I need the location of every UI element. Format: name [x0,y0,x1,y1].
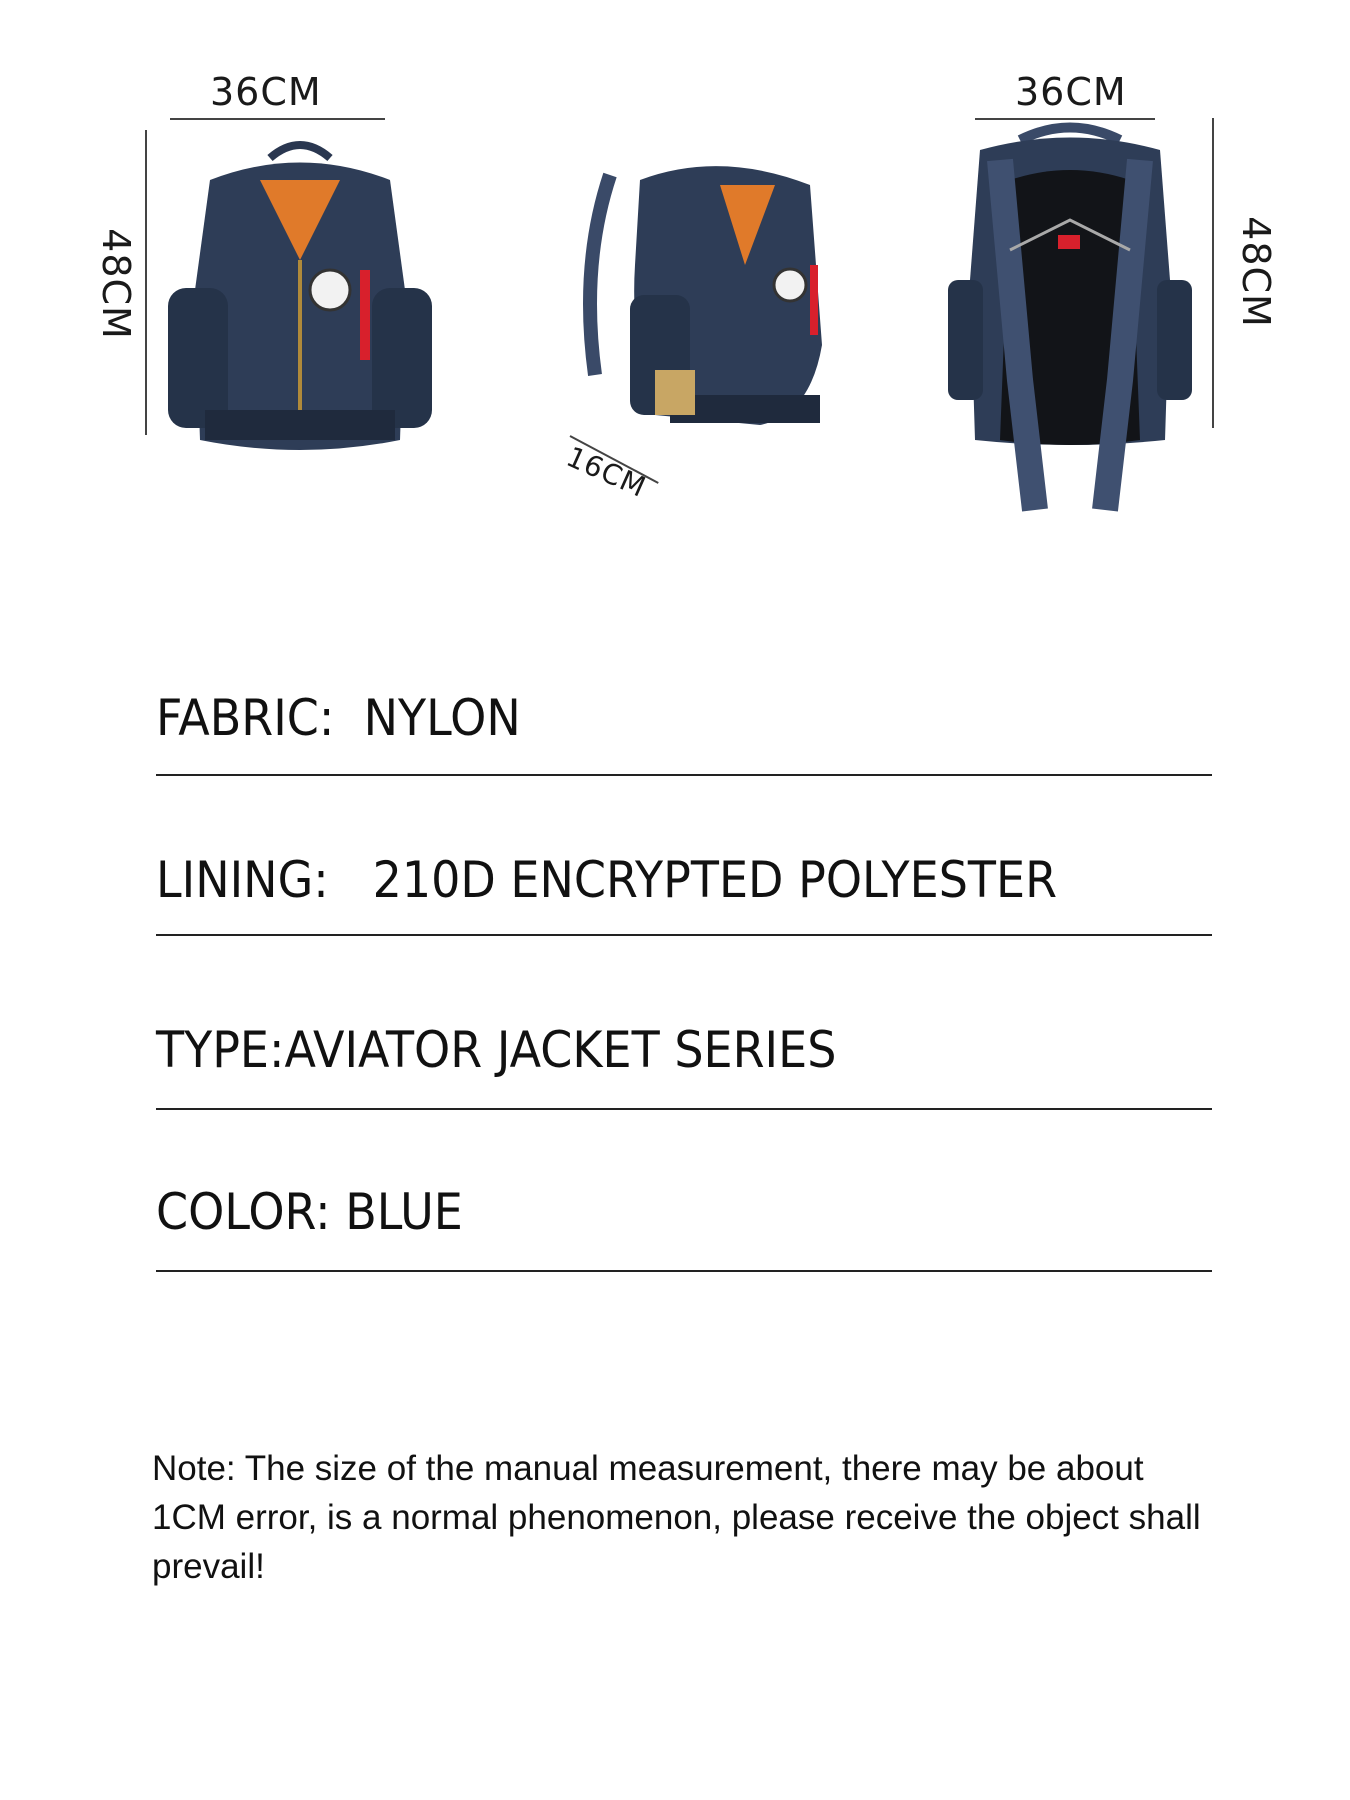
side-depth-label: 16CM [561,440,652,505]
back-height-label: 48CM [1233,216,1278,328]
backpack-back-image [940,120,1200,520]
spec-fabric-text: FABRIC: NYLON [156,689,521,747]
spec-type-text: TYPE:AVIATOR JACKET SERIES [156,1021,837,1079]
front-width-label: 36CM [210,70,322,114]
backpack-side-image [560,145,840,445]
spec-row-color [156,1182,1212,1242]
spec-divider [156,1270,1212,1272]
back-height-line [1212,118,1214,428]
backpack-front-image [160,140,440,450]
front-height-line [145,130,147,435]
spec-lining-text: LINING: 210D ENCRYPTED POLYESTER [156,851,1058,909]
spec-divider [156,1108,1212,1110]
spec-row-fabric [156,688,1212,748]
back-width-label: 36CM [1015,70,1127,114]
spec-divider [156,934,1212,936]
product-dimension-figure [0,0,1350,560]
spec-row-type [156,1020,1212,1080]
spec-divider [156,774,1212,776]
measurement-note: Note: The size of the manual measurement, there may be about 1CM error, is a normal phenomenon, please receive the object shall prevail! [152,1449,1201,1586]
front-height-label: 48CM [93,228,138,340]
front-width-line [170,118,385,120]
spec-row-lining [156,850,1212,910]
spec-color-text: COLOR: BLUE [156,1183,463,1241]
